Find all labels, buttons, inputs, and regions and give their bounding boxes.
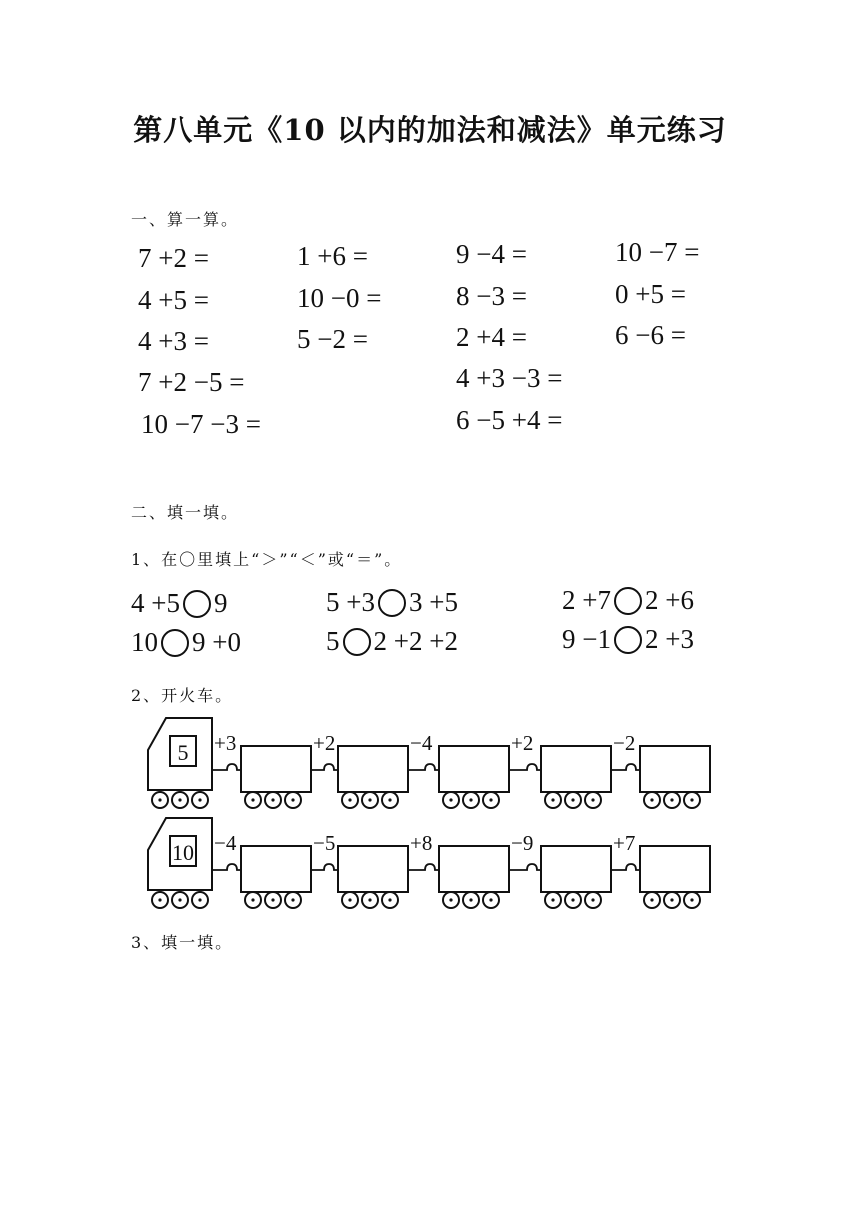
wheel-hub xyxy=(158,798,161,801)
comparison-item xyxy=(326,587,458,618)
comparison-right: 3 +5 xyxy=(408,587,458,617)
wheel-hub xyxy=(489,898,492,901)
wheel-hub xyxy=(348,898,351,901)
wheel-hub xyxy=(388,898,391,901)
wheel-hub xyxy=(591,898,594,901)
wheel-hub xyxy=(469,898,472,901)
operation-label: −4 xyxy=(410,731,433,755)
operation-label: +3 xyxy=(214,731,237,755)
answer-box xyxy=(439,846,509,892)
operation-label: +2 xyxy=(511,731,534,755)
operation-label: +7 xyxy=(613,831,636,855)
operation-label: +8 xyxy=(410,831,433,855)
wheel-hub xyxy=(571,898,574,901)
equation: 0 +5 = xyxy=(615,279,686,309)
wheel-hub xyxy=(690,798,693,801)
equation: 8 −3 = xyxy=(456,281,527,311)
page-title: 第八单元《10 以内的加法和减法》单元练习 xyxy=(133,113,727,147)
q1-prompt: 1、在〇里填上“＞”“＜”或“＝”。 xyxy=(131,550,403,569)
wheel-hub xyxy=(198,898,201,901)
wheel-hub xyxy=(348,798,351,801)
comparison-left: 5 xyxy=(326,626,340,656)
q3-prompt: 3、填一填。 xyxy=(131,933,234,952)
operation-label: −5 xyxy=(313,831,336,855)
equation: 7 +2 = xyxy=(138,243,209,273)
operation-label: −4 xyxy=(214,831,237,855)
wheel-hub xyxy=(178,898,181,901)
wheel-hub xyxy=(551,798,554,801)
comparison-right: 2 +3 xyxy=(644,624,694,654)
wheel-hub xyxy=(368,898,371,901)
answer-box xyxy=(338,746,408,792)
comparison-right: 9 xyxy=(213,588,228,618)
comparison-left: 4 +5 xyxy=(131,588,180,618)
equation: 6 −5 +4 = xyxy=(456,405,563,435)
section1-heading: 一、算一算。 xyxy=(131,210,240,229)
wheel-hub xyxy=(368,798,371,801)
train-exercise xyxy=(0,700,860,920)
wheel-hub xyxy=(690,898,693,901)
answer-circle[interactable] xyxy=(183,590,211,618)
comparison-item xyxy=(562,624,694,655)
comparison-item xyxy=(562,585,694,616)
wheel-hub xyxy=(670,798,673,801)
comparison-left: 5 +3 xyxy=(326,587,375,617)
start-number: 10 xyxy=(172,840,194,865)
wheel-hub xyxy=(650,898,653,901)
comparison-left: 9 −1 xyxy=(562,624,611,654)
coupler xyxy=(212,764,241,770)
comparison-left: 2 +7 xyxy=(562,585,611,615)
comparison-right: 2 +2 +2 xyxy=(373,626,458,656)
wheel-hub xyxy=(271,898,274,901)
coupler xyxy=(611,864,640,870)
wheel-hub xyxy=(469,798,472,801)
operation-label: −9 xyxy=(511,831,534,855)
wheel-hub xyxy=(251,898,254,901)
answer-circle[interactable] xyxy=(614,587,642,615)
answer-circle[interactable] xyxy=(161,629,189,657)
answer-box xyxy=(541,746,611,792)
comparison-right: 2 +6 xyxy=(644,585,694,615)
wheel-hub xyxy=(158,898,161,901)
wheel-hub xyxy=(571,798,574,801)
coupler xyxy=(408,864,439,870)
wheel-hub xyxy=(291,898,294,901)
wheel-hub xyxy=(449,898,452,901)
wheel-hub xyxy=(271,798,274,801)
equation: 7 +2 −5 = xyxy=(138,367,245,397)
wheel-hub xyxy=(670,898,673,901)
equation: 4 +5 = xyxy=(138,285,209,315)
answer-box xyxy=(640,746,710,792)
wheel-hub xyxy=(388,798,391,801)
comparison-item xyxy=(326,626,458,657)
comparison-left: 10 xyxy=(131,627,158,657)
answer-box xyxy=(241,846,311,892)
equation: 1 +6 = xyxy=(297,241,368,271)
answer-circle[interactable] xyxy=(343,628,371,656)
equation: 2 +4 = xyxy=(456,322,527,352)
answer-circle[interactable] xyxy=(614,626,642,654)
wheel-hub xyxy=(489,798,492,801)
wheel-hub xyxy=(291,798,294,801)
equation: 10 −7 = xyxy=(615,237,700,267)
wheel-hub xyxy=(449,798,452,801)
answer-box xyxy=(241,746,311,792)
equation: 4 +3 −3 = xyxy=(456,363,563,393)
comparison-item xyxy=(131,588,227,619)
comparison-right: 9 +0 xyxy=(192,627,241,657)
coupler xyxy=(509,864,541,870)
answer-box xyxy=(338,846,408,892)
equation: 4 +3 = xyxy=(138,326,209,356)
wheel-hub xyxy=(591,798,594,801)
train xyxy=(148,718,710,808)
answer-circle[interactable] xyxy=(378,589,406,617)
equation: 5 −2 = xyxy=(297,324,368,354)
equation: 10 −0 = xyxy=(297,283,382,313)
comparison-item xyxy=(131,627,241,658)
q2-prompt: 2、开火车。 xyxy=(131,686,234,705)
operation-label: −2 xyxy=(613,731,636,755)
train xyxy=(148,818,710,908)
equation: 10 −7 −3 = xyxy=(141,409,261,439)
wheel-hub xyxy=(650,798,653,801)
equation: 6 −6 = xyxy=(615,320,686,350)
coupler xyxy=(611,764,640,770)
operation-label: +2 xyxy=(313,731,336,755)
equation: 9 −4 = xyxy=(456,239,527,269)
wheel-hub xyxy=(198,798,201,801)
coupler xyxy=(311,864,338,870)
start-number: 5 xyxy=(177,740,189,765)
wheel-hub xyxy=(178,798,181,801)
wheel-hub xyxy=(551,898,554,901)
coupler xyxy=(212,864,241,870)
answer-box xyxy=(541,846,611,892)
answer-box xyxy=(640,846,710,892)
coupler xyxy=(311,764,338,770)
answer-box xyxy=(439,746,509,792)
section2-heading: 二、填一填。 xyxy=(131,503,240,522)
wheel-hub xyxy=(251,798,254,801)
coupler xyxy=(509,764,541,770)
coupler xyxy=(408,764,439,770)
